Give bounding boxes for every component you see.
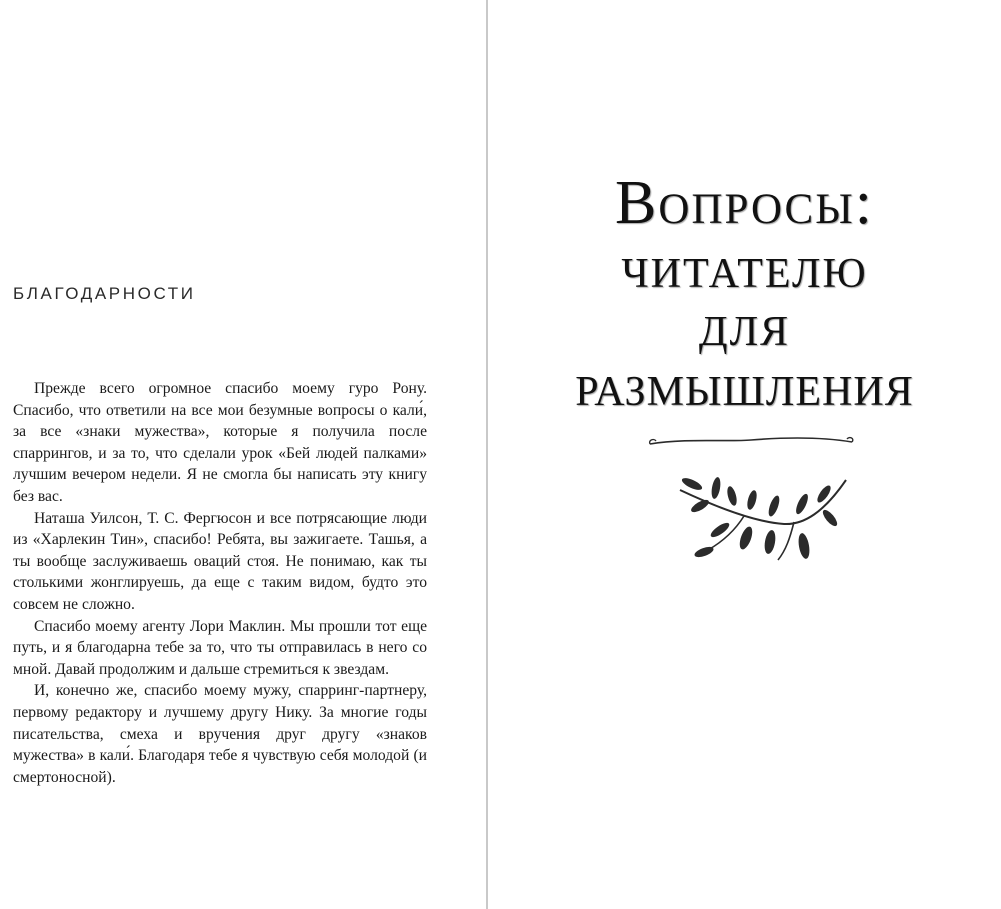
title-line: для xyxy=(698,292,791,358)
title-line: размышления xyxy=(575,352,914,418)
chapter-title xyxy=(488,168,1001,416)
leaf-branch-icon xyxy=(674,472,850,564)
left-page xyxy=(0,0,487,909)
acknowledgements-text xyxy=(13,378,427,788)
paragraph: Прежде всего огромное спасибо моему гуро Рону. Спасибо, что ответили на все мои безумные вопросы о кали́, за все «знаки мужества», которые я получила после спаррингов, и за то, что сделали урок «Бей людей палками» лучшим вечером недели. Я не смогла бы написать эту книгу без вас. xyxy=(13,380,427,505)
paragraph: Спасибо моему агенту Лори Маклин. Мы прошли тот еще путь, и я благодарна тебе за то, что ты отправилась в него со мной. Давай продолжим и дальше стремиться к звездам. xyxy=(13,617,427,678)
title-line: читателю xyxy=(621,234,868,300)
title-flourish-icon xyxy=(646,428,856,450)
paragraph: Наташа Уилсон, Т. С. Фергюсон и все потрясающие люди из «Харлекин Тин», спасибо! Ребята, вы зажигаете. Ташья, а ты вообще заслуживаешь оваций стоя. Не понимаю, как ты столькими жонглируешь, да еще с таким видом, будто это совсем не сложно. xyxy=(13,509,427,613)
right-page xyxy=(488,0,1001,909)
paragraph: И, конечно же, спасибо моему мужу, спарринг-партнеру, первому редактору и лучшему другу Нику. За многие годы писательства, смеха и вручения друг другу «знаков мужества» в кали́. Благодаря тебе я чувствую себя молодой (и смертоносной). xyxy=(13,682,427,786)
title-line: Вопросы: xyxy=(615,169,874,237)
section-heading: БЛАГОДАРНОСТИ xyxy=(13,284,196,303)
